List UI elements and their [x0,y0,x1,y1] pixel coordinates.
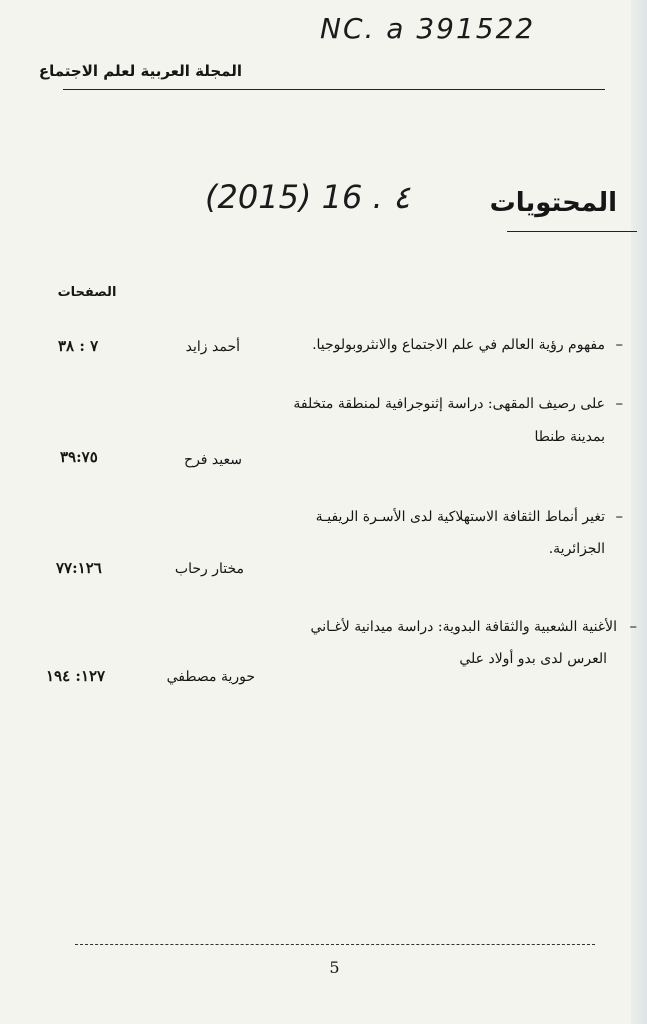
entry-dash: – [629,617,637,635]
entry-author: أحمد زايد [185,339,240,355]
entry-dash: – [615,507,623,525]
header-rule [63,89,605,90]
entry-title-line: على رصيف المقهى: دراسة إثنوجرافية لمنطقة متخلفة [293,396,605,412]
entry-title-line: الأغنية الشعبية والثقافة البدوية: دراسة ميدانية لأغـاني [310,619,617,635]
entry-dash: – [615,394,623,412]
entry-pages: ٣٩:٧٥ [60,448,98,466]
entry-author: سعيد فرح [184,452,242,468]
entry-title-line: بمدينة طنطا [534,429,605,445]
journal-title: المجلة العربية لعلم الاجتماع [38,62,242,80]
page-number: 5 [329,958,340,977]
entry-title-line: العرس لدى بدو أولاد علي [459,651,607,667]
entry-author: مختار رحاب [174,561,244,577]
entry-pages: ٧ : ٣٨ [58,337,99,355]
entry-author: حورية مصطفي [166,669,255,685]
footer-dashed-rule [75,944,595,945]
entry-title-line: مفهوم رؤية العالم في علم الاجتماع والانثروبولوجيا. [312,337,605,353]
handwritten-accession-number: NC. a 391522 [320,12,536,45]
entry-title-line: الجزائرية. [548,541,605,557]
page-edge [631,0,647,1024]
handwritten-volume-note: (2015) 16 . ٤ [205,178,410,216]
contents-title: المحتويات [489,188,617,218]
pages-column-header: الصفحات [57,285,117,300]
entry-title-line: تغير أنماط الثقافة الاستهلاكية لدى الأسـرة الريفيـة [315,509,605,525]
entry-pages: ٧٧:١٢٦ [56,559,102,577]
contents-title-underline [507,231,637,232]
entry-pages: ١٢٧: ١٩٤ [46,667,106,685]
entry-dash: – [615,335,623,353]
